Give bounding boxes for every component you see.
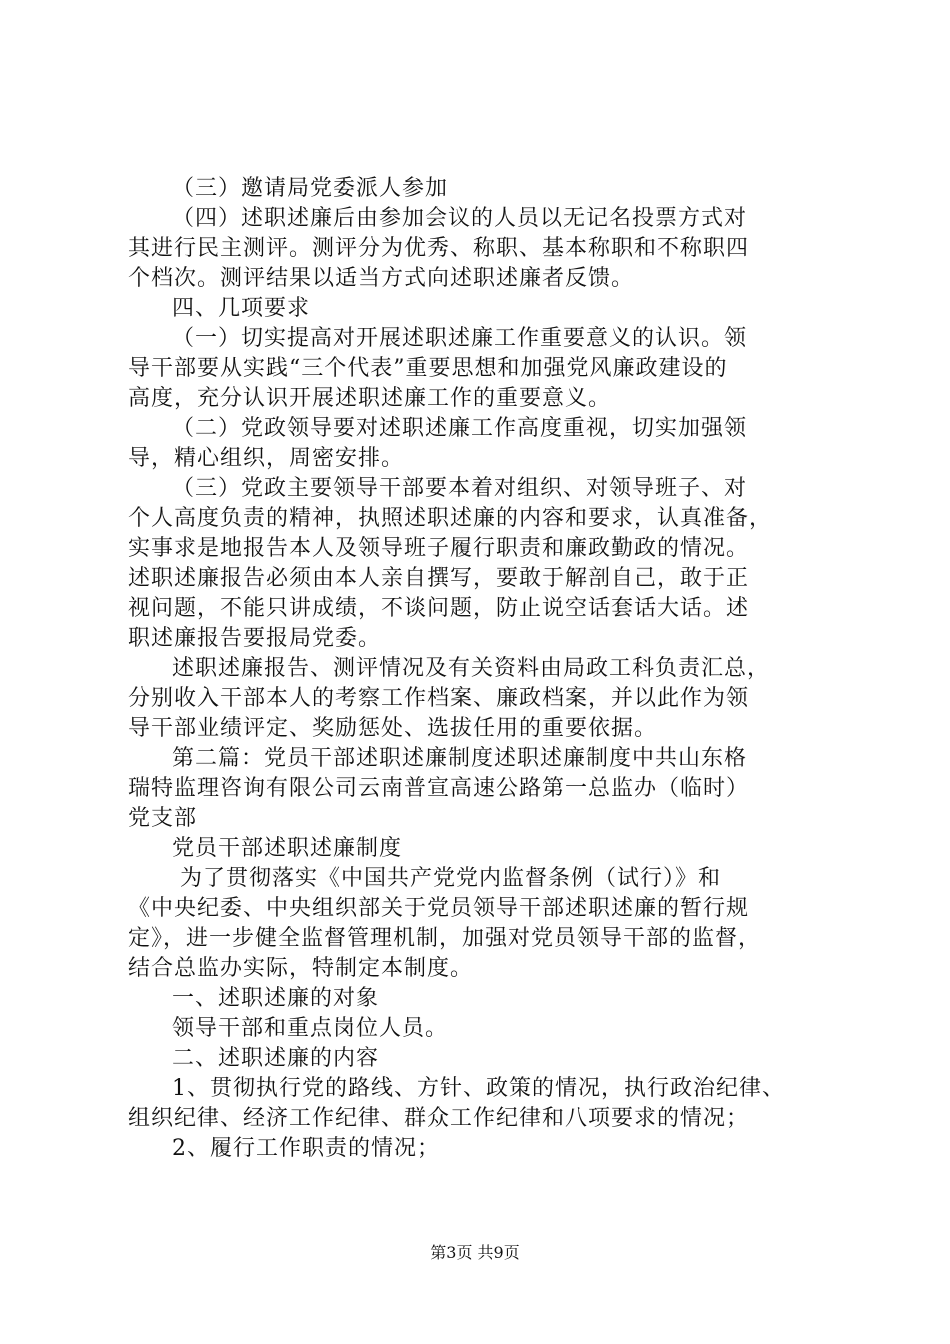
text-line: 导，精心组织，周密安排。 xyxy=(128,446,405,471)
text-line: 导干部业绩评定、奖励惩处、选拔任用的重要依据。 xyxy=(128,716,658,741)
text-line: （四）述职述廉后由参加会议的人员以无记名投票方式对 xyxy=(172,206,748,231)
text-line: 高度，充分认识开展述职述廉工作的重要意义。 xyxy=(128,386,612,411)
text-line: 其进行民主测评。测评分为优秀、称职、基本称职和不称职四 xyxy=(128,236,750,261)
section-heading: 四、几项要求 xyxy=(172,296,311,321)
text-line: 定》，进一步健全监督管理机制，加强对党员领导干部的监督， xyxy=(128,926,762,951)
text-line: 个档次。测评结果以适当方式向述职述廉者反馈。 xyxy=(128,266,635,291)
text-line: （一）切实提高对开展述职述廉工作重要意义的认识。领 xyxy=(172,326,748,351)
article-heading: 第二篇：党员干部述职述廉制度述职述廉制度中共山东格 xyxy=(172,746,748,771)
text-line: （三）党政主要领导干部要本着对组织、对领导班子、对 xyxy=(172,476,748,501)
text-line: 1、贯彻执行党的路线、方针、政策的情况，执行政治纪律、 xyxy=(172,1076,785,1101)
text-line: 2、履行工作职责的情况； xyxy=(172,1136,440,1161)
text-line: 领导干部和重点岗位人员。 xyxy=(172,1016,449,1041)
page-number-footer: 第3页 共9页 xyxy=(430,1243,520,1262)
text-line: （三）邀请局党委派人参加 xyxy=(172,176,449,201)
text-line: 分别收入干部本人的考察工作档案、廉政档案，并以此作为领 xyxy=(128,686,750,711)
text-line: 视问题，不能只讲成绩，不谈问题，防止说空话套话大话。述 xyxy=(128,596,750,621)
text-line: 职述廉报告要报局党委。 xyxy=(128,626,382,651)
text-line: 《中央纪委、中央组织部关于党员领导干部述职述廉的暂行规 xyxy=(128,896,750,921)
text-line: 述职述廉报告必须由本人亲自撰写，要敢于解剖自己，敢于正 xyxy=(128,566,750,591)
text-line: 组织纪律、经济工作纪律、群众工作纪律和八项要求的情况； xyxy=(128,1106,750,1131)
text-line: 导干部要从实践“三个代表”重要思想和加强党风廉政建设的 xyxy=(128,356,728,381)
text-line: 实事求是地报告本人及领导班子履行职责和廉政勤政的情况。 xyxy=(128,536,750,561)
article-title: 党员干部述职述廉制度 xyxy=(172,836,403,861)
text-line: 为了贯彻落实《中国共产党党内监督条例（试行）》和 xyxy=(180,866,722,891)
text-line: 结合总监办实际，特制定本制度。 xyxy=(128,956,474,981)
section-heading: 一、述职述廉的对象 xyxy=(172,986,380,1011)
document-body xyxy=(128,174,833,1164)
text-line: 个人高度负责的精神，执照述职述廉的内容和要求，认真准备， xyxy=(128,506,773,531)
text-line: （二）党政领导要对述职述廉工作高度重视，切实加强领 xyxy=(172,416,748,441)
text-line: 述职述廉报告、测评情况及有关资料由局政工科负责汇总， xyxy=(172,656,771,681)
article-heading: 瑞特监理咨询有限公司云南普宣高速公路第一总监办（临时） xyxy=(128,776,750,801)
section-heading: 二、述职述廉的内容 xyxy=(172,1046,380,1071)
article-heading: 党支部 xyxy=(128,806,198,831)
